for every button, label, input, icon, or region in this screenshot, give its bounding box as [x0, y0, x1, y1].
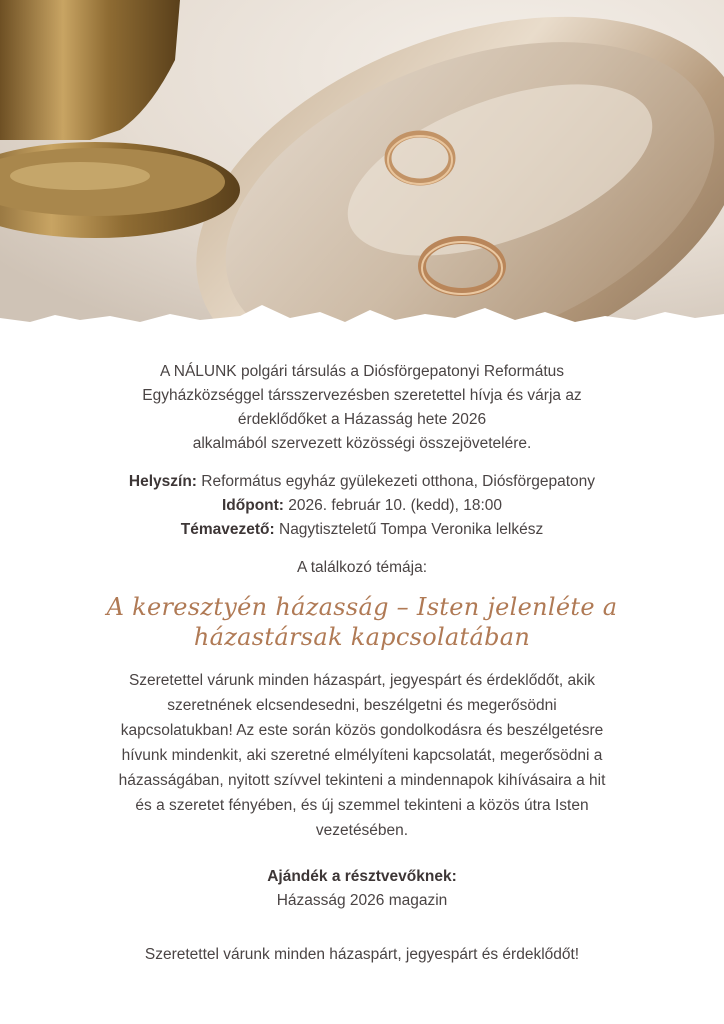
gift-label: Ajándék a résztvevőknek: — [267, 868, 457, 885]
body-line: szeretnének elcsendesedni, beszélgetni és megerősödni — [167, 697, 557, 714]
intro-line: alkalmából szervezett közösségi összejövetelére. — [192, 435, 532, 452]
location-value: Református egyház gyülekezeti otthona, Diósförgepatony — [196, 473, 596, 490]
intro-line: érdeklődőket a Házasság hete 2026 — [237, 411, 487, 428]
host-value: Nagytiszteletű Tompa Veronika lelkész — [274, 521, 544, 538]
body-line: vezetésében. — [315, 822, 409, 839]
event-details — [0, 470, 724, 542]
topic-label: A találkozó témája: — [296, 559, 428, 576]
location-label: Helyszín: — [128, 473, 197, 490]
gift-value: Házasság 2026 magazin — [276, 892, 448, 909]
intro-line: Egyházközséggel társszervezésben szeretettel hívja és várja az — [142, 387, 582, 404]
invitation-content — [0, 360, 724, 967]
time-row — [0, 494, 724, 518]
topic-title — [0, 592, 724, 652]
body-line: házasságában, nyitott szívvel tekinteni a mindennapok kihívásaira a hit — [118, 772, 606, 789]
host-row — [0, 518, 724, 542]
location-row — [0, 470, 724, 494]
topic-title-line: A keresztyén házasság – Isten jelenléte a — [106, 593, 618, 621]
closing-line: Szeretettel várunk minden házaspárt, jegyespárt és érdeklődőt! — [144, 946, 580, 963]
body-paragraph — [37, 668, 687, 843]
topic-title-line: házastársak kapcsolatában — [193, 623, 531, 651]
body-line: kapcsolatukban! Az este során közös gondolkodásra és beszélgetésre — [120, 722, 604, 739]
body-line: Szeretettel várunk minden házaspárt, jegyespárt és érdeklődőt, akik — [128, 672, 596, 689]
time-label: Időpont: — [222, 497, 284, 514]
header-photo — [0, 0, 724, 345]
rings-on-tray-illustration — [0, 0, 724, 345]
time-value: 2026. február 10. (kedd), 18:00 — [283, 497, 502, 514]
body-line: hívunk mindenkit, aki szeretné elmélyíteni kapcsolatát, megerősödni a — [121, 747, 603, 764]
host-label: Témavezető: — [180, 521, 275, 538]
intro-paragraph — [42, 360, 682, 456]
gift-section — [0, 865, 724, 913]
intro-line: A NÁLUNK polgári társulás a Diósförgepatonyi Református — [159, 363, 565, 380]
body-line: és a szeretet fényében, és új szemmel tekinteni a közös útra Isten — [135, 797, 589, 814]
